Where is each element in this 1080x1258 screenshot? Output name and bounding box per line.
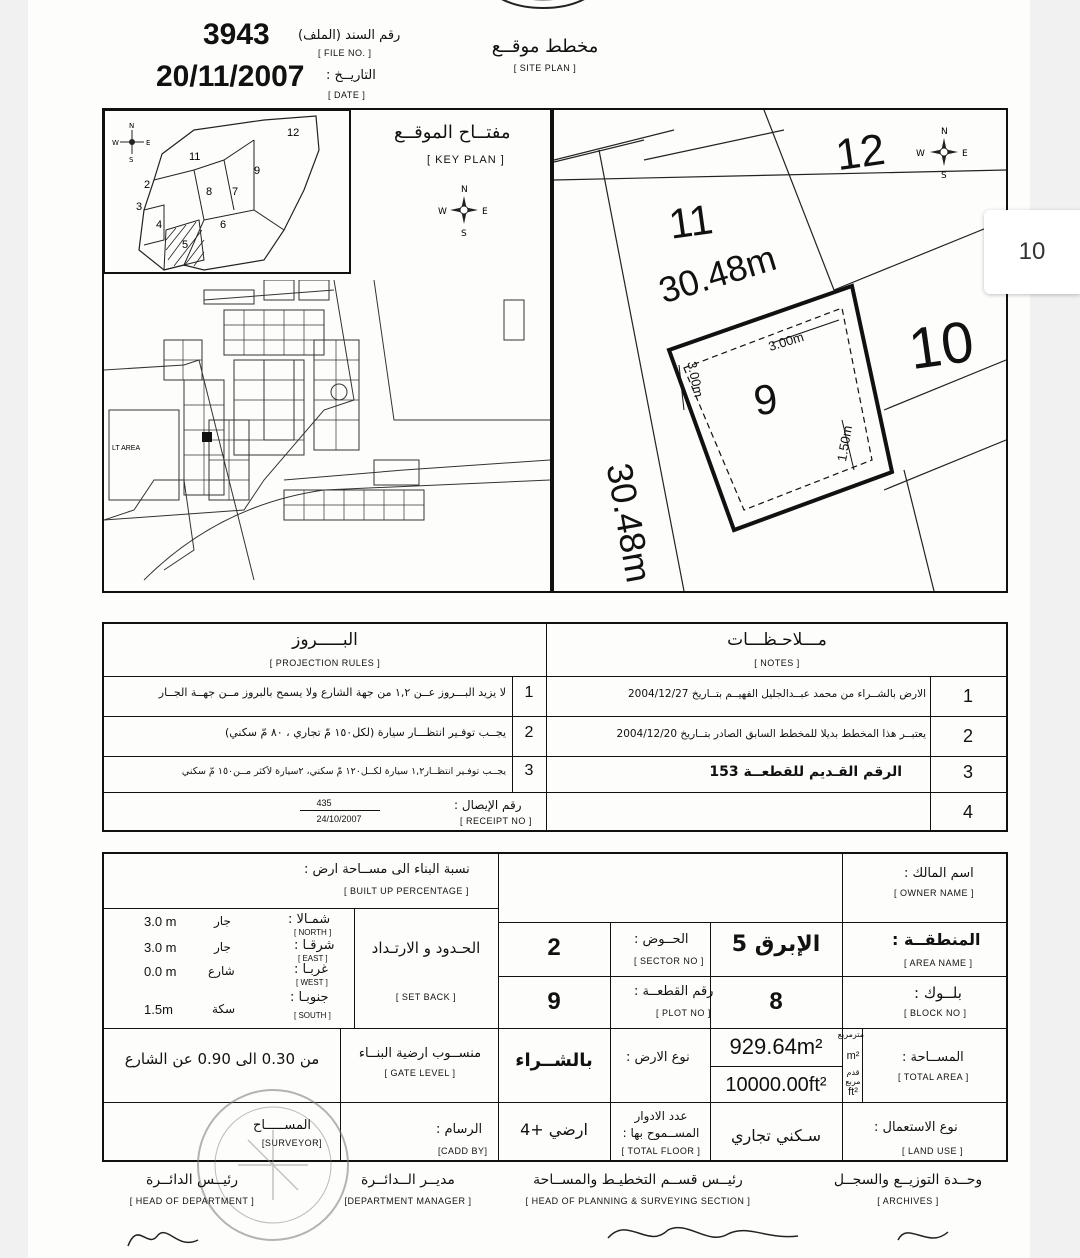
cadd-label: الرسام :: [436, 1122, 483, 1137]
key-plan-label-12: 12: [287, 127, 300, 139]
svg-text:E: E: [482, 207, 488, 217]
land-type-label: نوع الارض :: [626, 1050, 690, 1065]
note-1: الارض بالشــراء من محمد عبــدالجليل الفهيــم بتــاريخ 2004/12/27: [627, 688, 926, 700]
svg-text:5: 5: [182, 239, 189, 251]
sector-value: 2: [547, 934, 561, 961]
site-location-marker: [202, 432, 212, 442]
plot-boundary: [669, 286, 892, 530]
north-type: جار: [214, 914, 231, 928]
floors-label: عدد الادوار المســموح بها :: [622, 1109, 700, 1140]
svg-text:8: 8: [206, 186, 213, 198]
file-no-label-en: [ FILE NO. ]: [318, 48, 372, 58]
department-manager-label: مديــر الــدائــرة: [361, 1172, 455, 1188]
dimension-left: 30.48m: [598, 460, 660, 586]
total-area-label: المســاحة :: [902, 1050, 964, 1065]
svg-text:2: 2: [144, 179, 151, 191]
site-compass-icon: [916, 127, 968, 181]
site-plan-panel: [552, 108, 1008, 593]
svg-text:N: N: [461, 185, 468, 195]
neighbor-plot-11: 11: [665, 195, 716, 248]
lt-area-label: LT AREA: [112, 445, 141, 452]
head-of-department-label-en: [ HEAD OF DEPARTMENT ]: [129, 1196, 255, 1206]
plot-no-label: رقم القطعــة :: [634, 984, 714, 999]
projection-rule-3-num: 3: [524, 762, 534, 779]
receipt-number: 435: [316, 798, 332, 808]
note-2-num: 2: [962, 726, 973, 746]
note-1-num: 1: [962, 686, 973, 706]
key-plan-title: مفتــاح الموقــع: [394, 122, 511, 143]
file-no-label: رقم السند (الملف): [298, 28, 401, 43]
area-map: [104, 280, 550, 592]
svg-text:E: E: [962, 149, 968, 159]
dimension-top: 30.48m: [654, 236, 781, 312]
document-date: 20/11/2007: [156, 60, 305, 93]
svg-text:S: S: [129, 156, 134, 164]
plot-number: 9: [750, 374, 781, 425]
date-label-en: [ DATE ]: [328, 90, 366, 100]
svg-text:N: N: [941, 127, 948, 137]
plot-no-label-en: [ PLOT NO ]: [656, 1008, 711, 1018]
west-label-en: [ WEST ]: [296, 978, 328, 987]
neighbor-plot-12: 12: [832, 124, 889, 181]
gate-level-value: من 0.30 الى 0.90 عن الشارع: [124, 1050, 320, 1068]
svg-text:S: S: [461, 229, 467, 239]
sqft-label: قدم مربع: [845, 1068, 861, 1086]
south-value: 1.5m: [144, 1002, 173, 1017]
page-number-badge[interactable]: 10: [984, 210, 1080, 294]
svg-text:11: 11: [189, 151, 201, 163]
notes-title: مـــلاحـظـــات: [727, 630, 827, 650]
area-name-label-en: [ AREA NAME ]: [904, 958, 973, 968]
area-name-value: الإبرق 5: [731, 932, 821, 957]
block-no-value: 8: [769, 988, 783, 1015]
north-label-en: [ NORTH ]: [294, 928, 332, 937]
land-use-label: نوع الاستعمال :: [874, 1120, 958, 1135]
receipt-date: 24/10/2007: [316, 814, 362, 824]
total-area-label-en: [ TOTAL AREA ]: [898, 1072, 969, 1082]
receipt-label: رقم الإيصال :: [454, 798, 522, 812]
projection-rule-3: يجــب توفـير انتظــار١,٢ سيارة لكــل١٢٠ مّ سكني، ٢سيارة لأكثر مــن١٥٠ مّ سكني: [181, 766, 506, 777]
south-label: جنوبـا :: [290, 990, 329, 1005]
archives-label: وحــدة التوزيــع والسجــل: [833, 1172, 983, 1188]
key-plan-inset-map: [104, 110, 352, 275]
projection-rule-2-num: 2: [524, 724, 534, 741]
owner-label: اسم المالك :: [904, 866, 974, 881]
svg-text:9: 9: [254, 165, 261, 177]
key-plan-title-en: [ KEY PLAN ]: [427, 154, 505, 166]
file-number: 3943: [203, 18, 270, 51]
svg-text:W: W: [112, 139, 119, 147]
note-2: يعتبــر هذا المخطط بديلا للمخطط السابق الصادر بتــاريخ 2004/12/20: [616, 728, 926, 740]
block-no-label-en: [ BLOCK NO ]: [904, 1008, 967, 1018]
land-type-value: بالشــراء: [515, 1050, 593, 1071]
receipt-label-en: [ RECEIPT NO ]: [460, 816, 532, 826]
gate-level-label: منســوب ارضية البنــاء: [358, 1046, 482, 1061]
head-planning-label-en: [ HEAD OF PLANNING & SURVEYING SECTION ]: [525, 1196, 751, 1206]
block-no-label: بلــوك :: [914, 984, 962, 1002]
north-label: شمـالا :: [288, 912, 331, 927]
projection-rule-2: يجــب توفـير انتظـــار سيارة (لكل١٥٠ مّ تجاري ، ٨٠ مّ سكني): [224, 726, 506, 739]
svg-text:N: N: [129, 122, 135, 130]
south-type: سكة: [212, 1002, 236, 1016]
archives-label-en: [ ARCHIVES ]: [877, 1196, 939, 1206]
floors-label-en: [ TOTAL FLOOR ]: [621, 1146, 701, 1156]
west-type: شارع: [208, 964, 235, 978]
note-4-num: 4: [962, 802, 973, 822]
land-use-label-en: [ LAND USE ]: [902, 1146, 964, 1156]
projection-rule-1-num: 1: [524, 684, 534, 701]
east-type: جار: [214, 940, 231, 954]
site-plan-document: [28, 0, 1030, 1258]
svg-text:3: 3: [136, 201, 143, 213]
note-3-num: 3: [962, 762, 973, 782]
plot-no-value: 9: [547, 988, 561, 1015]
sector-label: الحــوض :: [634, 932, 689, 947]
svg-text:S: S: [941, 171, 947, 181]
svg-text:7: 7: [232, 186, 239, 198]
floors-value: ارضي +4: [520, 1120, 588, 1139]
compass-icon: [434, 180, 494, 240]
svg-text:6: 6: [220, 219, 227, 231]
department-manager-label-en: [DEPARTMENT MANAGER ]: [344, 1196, 472, 1206]
svg-text:W: W: [438, 207, 447, 217]
gate-level-label-en: [ GATE LEVEL ]: [384, 1068, 456, 1078]
setback-right: 1.50m: [834, 424, 856, 463]
built-up-label-en: [ BUILT UP PERCENTAGE ]: [344, 886, 469, 896]
svg-text:4: 4: [156, 219, 163, 231]
rules-notes-table: [102, 622, 1008, 832]
head-planning-label: رئيــس قســم التخطيـط والمســاحة: [533, 1172, 743, 1188]
owner-label-en: [ OWNER NAME ]: [894, 888, 975, 898]
built-up-label: نسبة البناء الى مســاحة ارض :: [304, 862, 470, 877]
cadd-label-en: [CADD BY]: [438, 1146, 488, 1156]
owner-name-value: [514, 864, 834, 914]
sqft-unit: ft²: [848, 1086, 858, 1098]
projection-title: البـــــروز: [292, 630, 358, 650]
east-value: 3.0 m: [144, 940, 177, 955]
sector-label-en: [ SECTOR NO ]: [634, 956, 704, 966]
handwritten-signatures: [108, 1210, 1008, 1258]
note-3: الرقم القـديم للقطعــة 153: [709, 764, 902, 780]
document-title-en: [ SITE PLAN ]: [513, 63, 577, 73]
neighbor-plot-10: 10: [904, 308, 978, 383]
setback-label-en: [ SET BACK ]: [395, 992, 457, 1002]
setback-label: الحـدود و الارتـداد: [371, 939, 481, 957]
land-use-value: سـكني تجاري: [730, 1126, 822, 1145]
surveyor-label: المســـــاح: [252, 1118, 312, 1133]
key-plan-panel: [102, 108, 552, 593]
setback-left: 3.00m: [684, 360, 707, 399]
svg-text:W: W: [916, 149, 925, 159]
surveyor-label-en: [SURVEYOR]: [261, 1138, 323, 1148]
south-label-en: [ SOUTH ]: [294, 1011, 331, 1020]
government-emblem-icon: [478, 0, 608, 20]
sqm-label: مترمربع: [837, 1030, 864, 1039]
east-label-en: [ EAST ]: [298, 954, 328, 963]
area-sqm-value: 929.64m²: [729, 1034, 823, 1059]
svg-text:E: E: [146, 139, 151, 147]
date-label: التاريــخ :: [326, 68, 376, 83]
head-of-department-label: رئيــس الدائــرة: [146, 1172, 238, 1188]
sqm-unit: m²: [846, 1050, 860, 1062]
setback-top: 3.00m: [766, 329, 806, 354]
notes-title-en: [ NOTES ]: [754, 658, 800, 668]
north-value: 3.0 m: [144, 914, 177, 929]
east-label: شرقـا :: [294, 938, 335, 953]
document-title: مخطط موقــع: [491, 36, 599, 57]
projection-title-en: [ PROJECTION RULES ]: [269, 658, 381, 668]
west-value: 0.0 m: [144, 964, 177, 979]
projection-rule-1: لا يزيد البـــروز عــن ١,٢ من جهة الشارع ولا يسمح بالبروز مــن جهــة الجــار: [158, 686, 506, 699]
area-name-label: المنطقــة :: [892, 930, 981, 949]
west-label: غربـا :: [294, 962, 328, 977]
area-sqft-value: 10000.00ft²: [725, 1074, 827, 1096]
